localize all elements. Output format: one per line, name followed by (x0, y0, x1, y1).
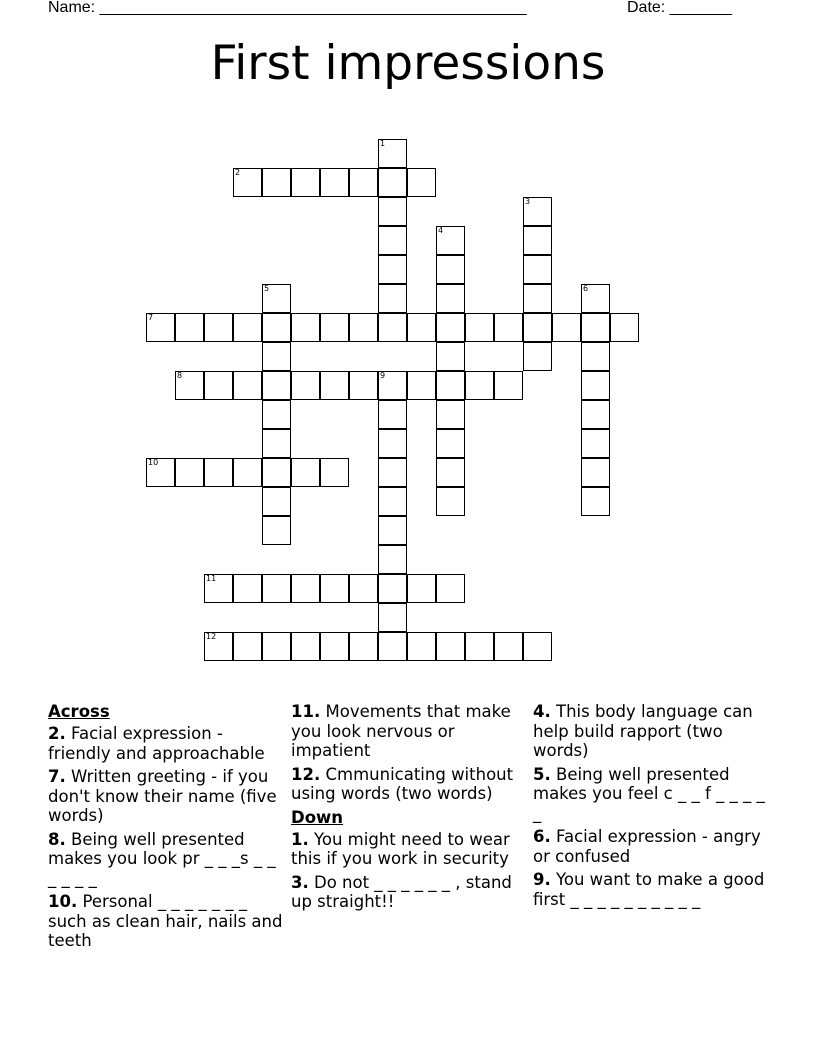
grid-cell[interactable] (378, 545, 407, 574)
puzzle-title: First impressions (210, 36, 606, 91)
clue-across-10: 10. Personal _ _ _ _ _ _ _ such as clean hair, nails and teeth (48, 892, 283, 950)
grid-cell[interactable] (581, 400, 610, 429)
grid-cell[interactable] (436, 632, 465, 661)
clue-across-11: 11. Movements that make you look nervous or impatient (291, 702, 511, 760)
grid-cell[interactable] (581, 371, 610, 400)
grid-cell[interactable] (465, 632, 494, 661)
clue-across-8: 8. Being well presented makes you look pr _ _ _s _ _ _ _ _ _ (48, 829, 276, 888)
grid-cell[interactable] (581, 342, 610, 371)
grid-cell[interactable] (378, 400, 407, 429)
grid-cell[interactable] (378, 168, 407, 197)
grid-cell[interactable] (436, 429, 465, 458)
clue-column-3 (533, 702, 771, 913)
grid-cell[interactable] (523, 632, 552, 661)
grid-cell[interactable] (378, 226, 407, 255)
clue-down-4: 4. This body language can help build rapport (two words) (533, 702, 753, 760)
grid-cell[interactable] (146, 313, 175, 342)
clue-down-9: 9. You want to make a good first _ _ _ _ _ _ _ _ _ _ (533, 870, 765, 909)
clue-number: 3 (525, 197, 531, 206)
grid-cell[interactable] (378, 197, 407, 226)
grid-cell[interactable] (233, 458, 262, 487)
grid-cell[interactable] (262, 371, 291, 400)
grid-cell[interactable] (378, 371, 407, 400)
grid-cell[interactable] (204, 632, 233, 661)
clue-number: 9 (380, 371, 386, 380)
grid-cell[interactable] (436, 342, 465, 371)
grid-cell[interactable] (291, 371, 320, 400)
clue-across-2: 2. Facial expression - friendly and approachable (48, 724, 265, 763)
grid-cell[interactable] (262, 284, 291, 313)
clue-number: 7 (148, 313, 154, 322)
clue-down-5: 5. Being well presented makes you feel c _ _ f _ _ _ _ _ (533, 764, 765, 823)
grid-cell[interactable] (204, 574, 233, 603)
grid-cell[interactable] (175, 313, 204, 342)
grid-cell[interactable] (233, 574, 262, 603)
grid-cell[interactable] (581, 284, 610, 313)
grid-cell[interactable] (291, 574, 320, 603)
clue-down-3: 3. Do not _ _ _ _ _ _ , stand up straight!! (291, 872, 512, 911)
grid-cell[interactable] (436, 226, 465, 255)
grid-cell[interactable] (378, 313, 407, 342)
grid-cell[interactable] (436, 458, 465, 487)
grid-cell[interactable] (262, 429, 291, 458)
clue-column-1 (48, 702, 284, 955)
grid-cell[interactable] (407, 313, 436, 342)
grid-cell[interactable] (436, 284, 465, 313)
grid-cell[interactable] (320, 574, 349, 603)
clue-number: 12 (206, 632, 217, 641)
grid-cell[interactable] (204, 371, 233, 400)
grid-cell[interactable] (436, 371, 465, 400)
grid-cell[interactable] (320, 458, 349, 487)
grid-cell[interactable] (523, 342, 552, 371)
clue-number: 10 (148, 458, 159, 467)
grid-cell[interactable] (378, 516, 407, 545)
grid-cell[interactable] (146, 458, 175, 487)
grid-cell[interactable] (262, 342, 291, 371)
grid-cell[interactable] (320, 168, 349, 197)
grid-cell[interactable] (552, 313, 581, 342)
grid-cell[interactable] (581, 458, 610, 487)
clue-number: 8 (177, 371, 183, 380)
grid-cell[interactable] (349, 371, 378, 400)
grid-cell[interactable] (407, 371, 436, 400)
grid-cell[interactable] (523, 226, 552, 255)
grid-cell[interactable] (465, 313, 494, 342)
clue-number: 4 (438, 226, 444, 235)
grid-cell[interactable] (465, 371, 494, 400)
grid-cell[interactable] (349, 168, 378, 197)
grid-cell[interactable] (349, 313, 378, 342)
grid-cell[interactable] (407, 574, 436, 603)
clue-across-12: 12. Cmmunicating without using words (two words) (291, 764, 514, 803)
grid-cell[interactable] (262, 458, 291, 487)
across-heading: Across (48, 702, 110, 721)
clue-number: 2 (235, 168, 241, 177)
clue-down-1: 1. You might need to wear this if you work in security (291, 829, 510, 868)
grid-cell[interactable] (436, 400, 465, 429)
grid-cell[interactable] (262, 487, 291, 516)
grid-cell[interactable] (378, 284, 407, 313)
grid-cell[interactable] (523, 284, 552, 313)
grid-cell[interactable] (378, 429, 407, 458)
clue-column-2 (291, 702, 525, 916)
grid-cell[interactable] (320, 371, 349, 400)
grid-cell[interactable] (262, 516, 291, 545)
grid-cell[interactable] (175, 371, 204, 400)
grid-cell[interactable] (233, 313, 262, 342)
grid-cell[interactable] (349, 574, 378, 603)
grid-cell[interactable] (349, 632, 378, 661)
grid-cell[interactable] (523, 197, 552, 226)
grid-cell[interactable] (262, 168, 291, 197)
grid-cell[interactable] (407, 168, 436, 197)
grid-cell[interactable] (494, 313, 523, 342)
grid-cell[interactable] (320, 632, 349, 661)
grid-cell[interactable] (233, 632, 262, 661)
clue-number: 11 (206, 574, 217, 583)
grid-cell[interactable] (610, 313, 639, 342)
grid-cell[interactable] (204, 313, 233, 342)
grid-cell[interactable] (378, 574, 407, 603)
grid-cell[interactable] (407, 632, 436, 661)
grid-cell[interactable] (262, 313, 291, 342)
grid-cell[interactable] (436, 574, 465, 603)
grid-cell[interactable] (291, 168, 320, 197)
clue-number: 6 (583, 284, 589, 293)
grid-cell[interactable] (175, 458, 204, 487)
clue-across-7: 7. Written greeting - if you don't know their name (five words) (48, 767, 277, 825)
grid-cell[interactable] (204, 458, 233, 487)
grid-cell[interactable] (378, 139, 407, 168)
grid-cell[interactable] (233, 168, 262, 197)
grid-cell[interactable] (523, 255, 552, 284)
grid-cell[interactable] (436, 313, 465, 342)
grid-cell[interactable] (262, 574, 291, 603)
grid-cell[interactable] (378, 458, 407, 487)
grid-cell[interactable] (436, 255, 465, 284)
grid-cell[interactable] (378, 632, 407, 661)
clue-down-6: 6. Facial expression - angry or confused (533, 827, 761, 866)
grid-cell[interactable] (291, 313, 320, 342)
grid-cell[interactable] (291, 458, 320, 487)
clue-number: 5 (264, 284, 270, 293)
name-field-label: Name: ________________________________________________ (48, 0, 527, 16)
grid-cell[interactable] (233, 371, 262, 400)
grid-cell[interactable] (581, 487, 610, 516)
grid-cell[interactable] (581, 313, 610, 342)
grid-cell[interactable] (378, 255, 407, 284)
grid-cell[interactable] (581, 429, 610, 458)
grid-cell[interactable] (320, 313, 349, 342)
date-field-label: Date: _______ (627, 0, 732, 16)
grid-cell[interactable] (436, 487, 465, 516)
clue-number: 1 (380, 139, 386, 148)
grid-cell[interactable] (378, 603, 407, 632)
grid-cell[interactable] (523, 313, 552, 342)
grid-cell[interactable] (262, 400, 291, 429)
grid-cell[interactable] (378, 487, 407, 516)
grid-cell[interactable] (291, 632, 320, 661)
grid-cell[interactable] (494, 371, 523, 400)
grid-cell[interactable] (262, 632, 291, 661)
down-heading: Down (291, 807, 344, 827)
grid-cell[interactable] (494, 632, 523, 661)
